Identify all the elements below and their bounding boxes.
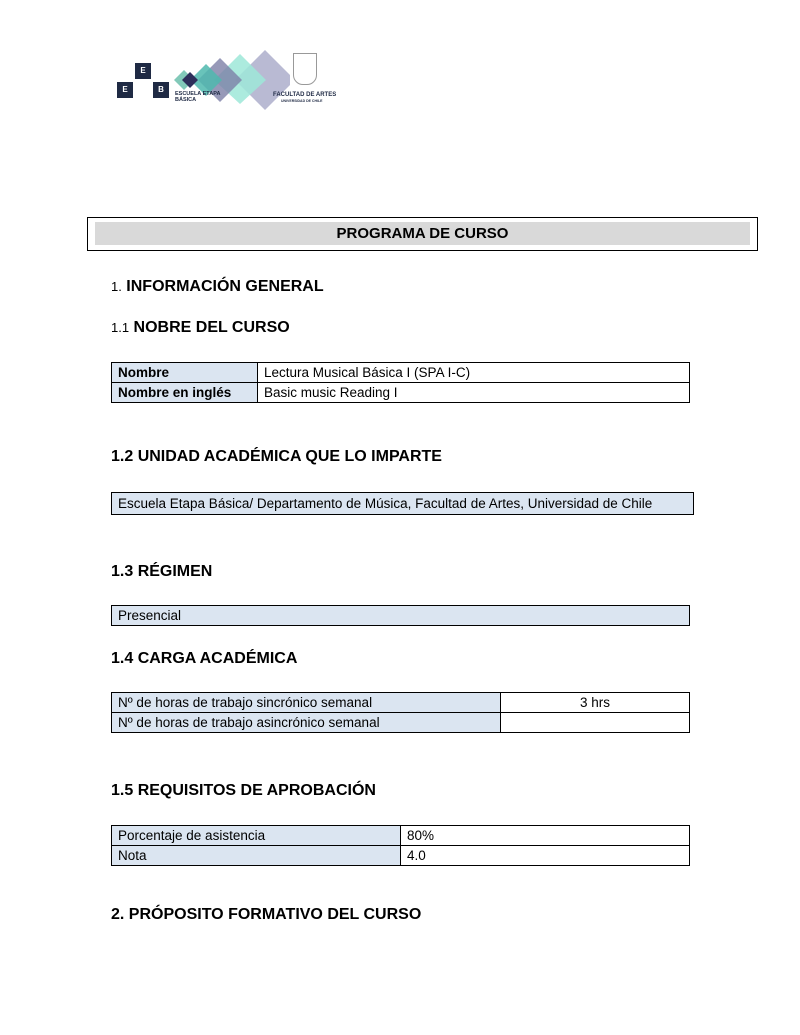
table-row [112,493,694,515]
logo-letter: E [117,82,133,98]
logo-letter: B [153,82,169,98]
table-row [112,693,690,713]
section-number: 1.1 [111,320,130,335]
logo [115,48,340,110]
logo-university: UNIVERSIDAD DE CHILE [281,99,323,103]
section-heading: 1.2 UNIDAD ACADÉMICA QUE LO IMPARTE [111,448,442,465]
workload-table [111,692,690,733]
label-cell: Nº de horas de trabajo sincrónico semanal [112,693,501,713]
value-cell [501,713,690,733]
table-row [112,383,690,403]
page-title: PROGRAMA DE CURSO [95,222,750,245]
section-number: 1. [111,279,122,294]
section-title: NOBRE DEL CURSO [133,319,290,336]
section-heading: 1.4 CARGA ACADÉMICA [111,650,298,667]
value-cell: Presencial [112,606,690,626]
section-heading [111,278,324,296]
approval-table [111,825,690,866]
section-heading: 1.3 RÉGIMEN [111,563,213,580]
title-box [87,217,758,251]
table-row [112,826,690,846]
table-row [112,363,690,383]
section-heading [111,319,290,337]
label-cell: Porcentaje de asistencia [112,826,401,846]
table-row [112,846,690,866]
label-cell: Nota [112,846,401,866]
value-cell: Basic music Reading I [258,383,690,403]
section-heading: 2. PRÓPOSITO FORMATIVO DEL CURSO [111,906,422,923]
logo-school-name: ESCUELA ETAPA BÁSICA [175,91,221,103]
logo-faculty: FACULTAD DE ARTES [273,92,337,98]
table-row [112,713,690,733]
label-cell: Nombre [112,363,258,383]
label-cell: Nombre en inglés [112,383,258,403]
regime-table [111,605,690,626]
section-heading: 1.5 REQUISITOS DE APROBACIÓN [111,782,376,799]
unit-table [111,492,694,515]
table-row [112,606,690,626]
label-cell: Nº de horas de trabajo asincrónico semanal [112,713,501,733]
course-name-table [111,362,690,403]
value-cell: 80% [401,826,690,846]
value-cell: 3 hrs [501,693,690,713]
logo-letter: E [135,63,151,79]
section-title: INFORMACIÓN GENERAL [126,278,324,295]
university-seal-icon [293,53,317,85]
value-cell: Escuela Etapa Básica/ Departamento de Música, Facultad de Artes, Universidad de Chile [112,493,694,515]
value-cell: 4.0 [401,846,690,866]
value-cell: Lectura Musical Básica I (SPA I-C) [258,363,690,383]
